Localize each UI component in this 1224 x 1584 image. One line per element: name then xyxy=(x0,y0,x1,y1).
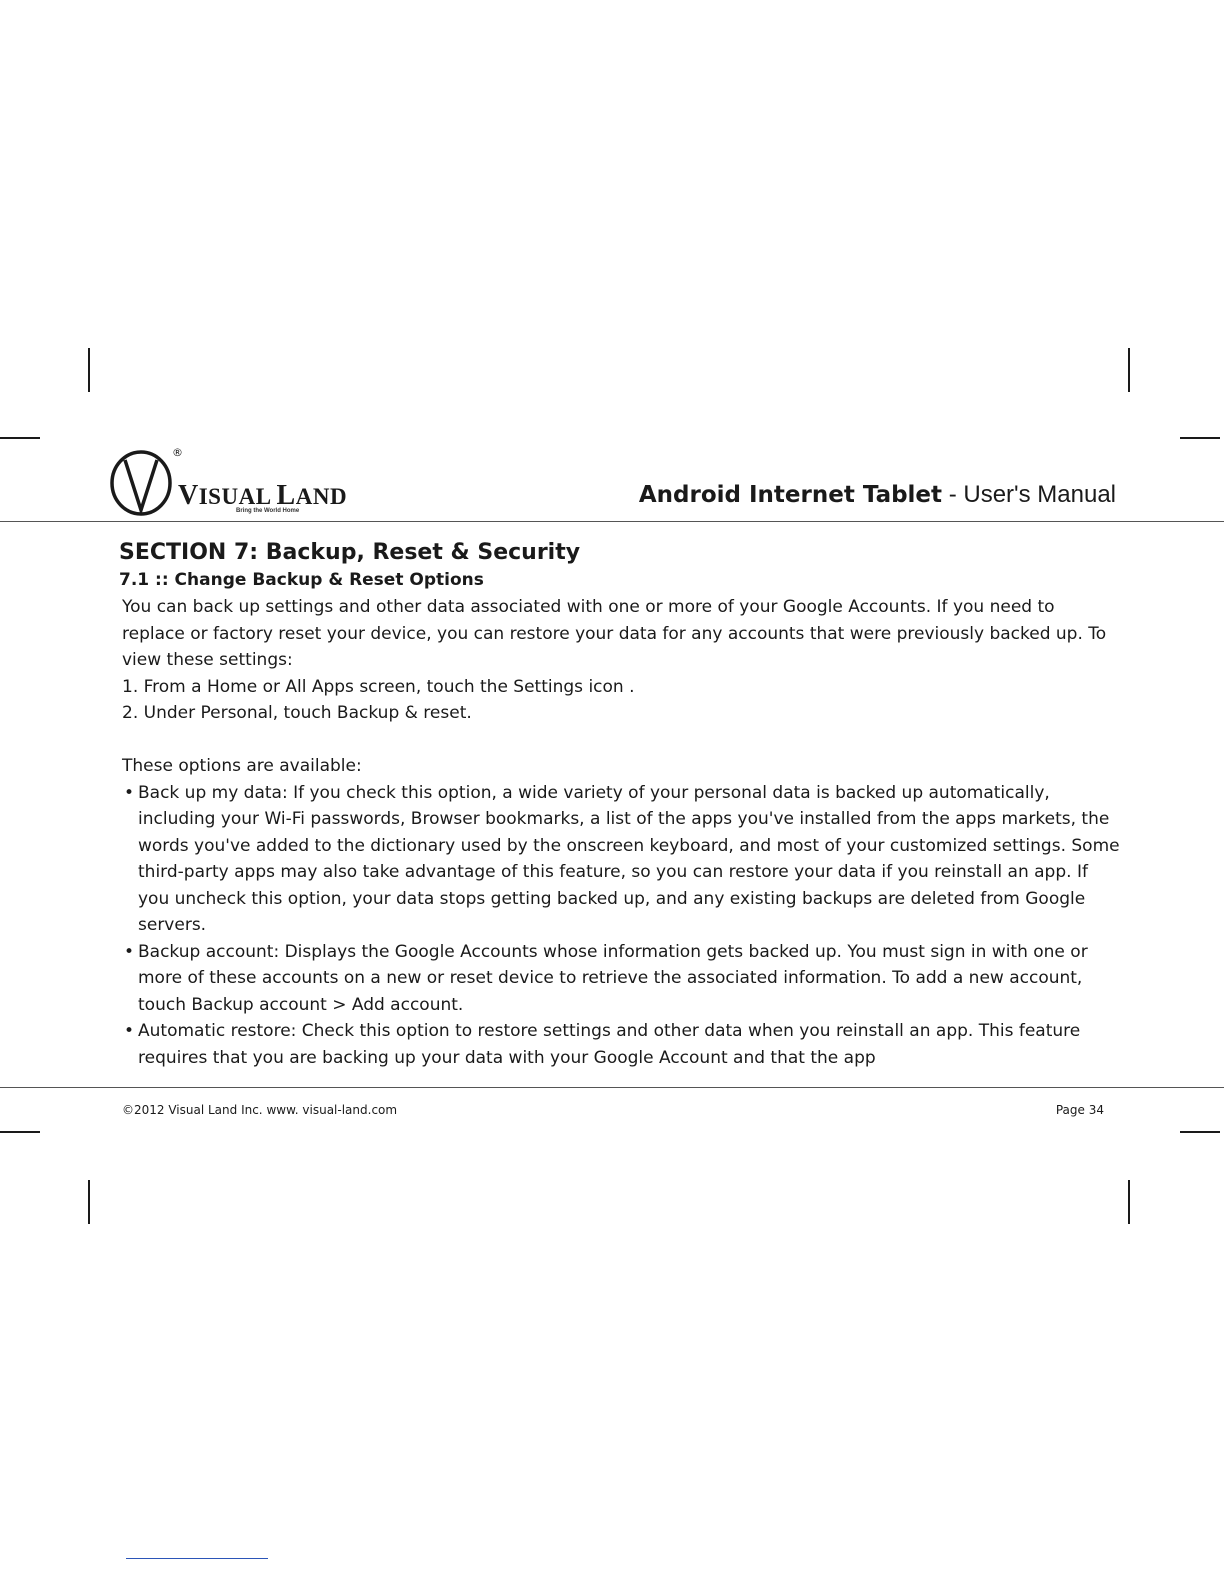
header-divider xyxy=(0,521,1224,522)
crop-mark-bottom-left xyxy=(88,1180,90,1224)
v-circle-logo-icon xyxy=(108,450,174,516)
page-number: Page 34 xyxy=(1055,1103,1104,1117)
section-title: SECTION 7: Backup, Reset & Security xyxy=(119,540,581,565)
option-back-up-my-data: • Back up my data: If you check this option, a wide variety of your personal data is backed up automatically, including your Wi-Fi passwords, Browser bookmarks, a list of the apps you've installed from the apps markets, the words you've added to the dictionary used by the onscreen keyboard, and most of your customized settings. Some third-party apps may also take advantage of this feature, so you can restore your data if you reinstall an app. If you uncheck this option, your data stops getting backed up, and any existing backups are deleted from Google servers. xyxy=(122,780,1122,939)
options-list xyxy=(122,780,1122,1072)
visual-land-logo xyxy=(108,446,358,520)
step-item: 1. From a Home or All Apps screen, touch the Settings icon . xyxy=(122,676,635,697)
footer-copyright: ©2012 Visual Land Inc. www. visual-land.com xyxy=(122,1103,398,1117)
brand-tagline: Bring the World Home xyxy=(236,508,300,514)
subsection-title: 7.1 :: Change Backup & Reset Options xyxy=(119,570,484,590)
option-automatic-restore: • Automatic restore: Check this option to restore settings and other data when you reinstall an app. This feature requires that you are backing up your data with your Google Account and that the app xyxy=(122,1018,1122,1071)
crop-mark-right-upper xyxy=(1180,437,1220,439)
brand-name: VISUAL LAND xyxy=(178,480,348,511)
crop-mark-left-upper xyxy=(0,437,40,439)
footer-divider xyxy=(0,1087,1224,1088)
registered-mark: ® xyxy=(172,446,183,459)
crop-mark-left-lower xyxy=(0,1131,40,1133)
manual-title: Android Internet Tablet - User's Manual xyxy=(638,481,1116,508)
crop-mark-right-lower xyxy=(1180,1131,1220,1133)
crop-mark-top-left xyxy=(88,348,90,392)
options-intro: These options are available: xyxy=(122,756,362,776)
option-backup-account: • Backup account: Displays the Google Accounts whose information gets backed up. You must sign in with one or more of these accounts on a new or reset device to retrieve the associated information. To add a new account, touch Backup account > Add account. xyxy=(122,939,1122,1019)
body-text xyxy=(122,594,1122,1071)
paragraph-gap xyxy=(122,727,1122,754)
blue-underline-mark xyxy=(126,1558,268,1559)
crop-mark-top-right xyxy=(1128,348,1130,392)
intro-paragraph: You can back up settings and other data associated with one or more of your Google Accounts. If you need to replace or factory reset your device, you can restore your data for any accounts that were previously backed up. To view these settings: xyxy=(122,597,1107,670)
crop-mark-bottom-right xyxy=(1128,1180,1130,1224)
step-item: 2. Under Personal, touch Backup & reset. xyxy=(122,703,472,723)
